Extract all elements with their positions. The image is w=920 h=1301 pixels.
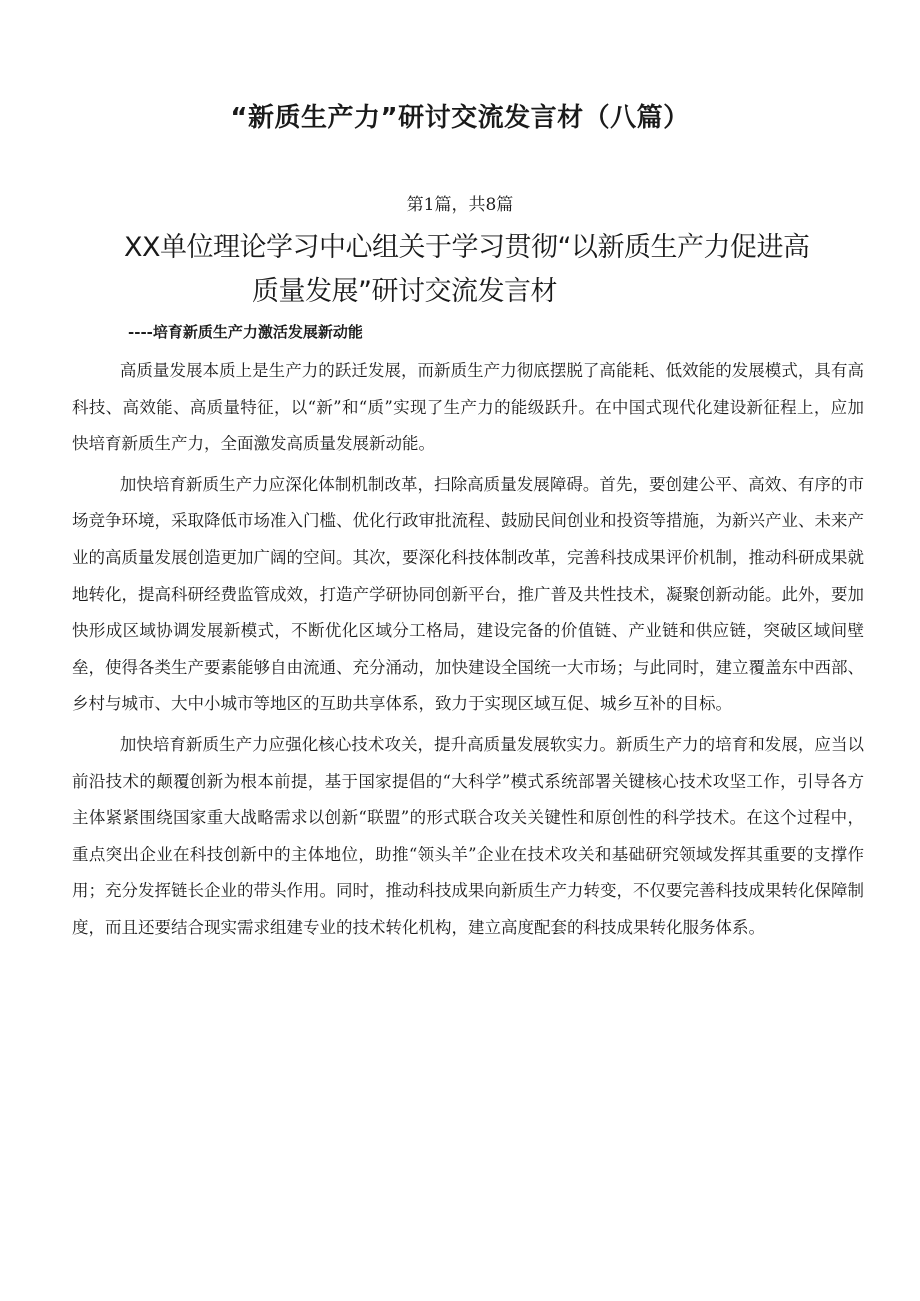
paragraph: 加快培育新质生产力应深化体制机制改革，扫除高质量发展障碍。首先，要创建公平、高效、有序的市场竞争环境，采取降低市场准入门槛、优化行政审批流程、鼓励民间创业和投资等措施，为新兴产业、未来产业的高质量发展创造更加广阔的空间。其次，要深化科技体制改革，完善科技成果评价机制，推动科研成果就地转化，提高科研经费监管成效，打造产学研协同创新平台，推广普及共性技术，凝聚创新动能。此外，要加快形成区域协调发展新模式，不断优化区域分工格局，建设完备的价值链、产业链和供应链，突破区域间壁垒，使得各类生产要素能够自由流通、充分涌动，加快建设全国统一大市场；与此同时，建立覆盖东中西部、乡村与城市、大中小城市等地区的互助共享体系，致力于实现区域互促、城乡互补的目标。 (72, 474, 864, 714)
article-subtitle: ----培育新质生产力激活发展新动能 (128, 323, 363, 341)
part-number: 第1篇，共8篇 (406, 195, 514, 215)
article-title-line-1: XX单位理论学习中心组关于学习贯彻“以新质生产力促进高 (124, 232, 810, 263)
article-body (72, 353, 864, 951)
paragraph: 高质量发展本质上是生产力的跃迁发展，而新质生产力彻底摆脱了高能耗、低效能的发展模式，具有高科技、高效能、高质量特征，以“新”和“质”实现了生产力的能级跃升。在中国式现代化建设新征程上，应加快培育新质生产力，全面激发高质量发展新动能。 (72, 361, 864, 454)
document-title: “新质生产力”研讨交流发言材（八篇） (230, 103, 690, 133)
paragraph: 加快培育新质生产力应强化核心技术攻关，提升高质量发展软实力。新质生产力的培育和发展，应当以前沿技术的颠覆创新为根本前提，基于国家提倡的“大科学”模式系统部署关键核心技术攻坚工作，引导各方主体紧紧围绕国家重大战略需求以创新“联盟”的形式联合攻关关键性和原创性的科学技术。在这个过程中，重点突出企业在科技创新中的主体地位，助推“领头羊”企业在技术攻关和基础研究领域发挥其重要的支撑作用；充分发挥链长企业的带头作用。同时，推动科技成果向新质生产力转变，不仅要完善科技成果转化保障制度，而且还要结合现实需求组建专业的技术转化机构，建立高度配套的科技成果转化服务体系。 (72, 734, 864, 937)
article-title-line-2: 质量发展”研讨交流发言材 (252, 276, 557, 307)
article-title (110, 226, 870, 314)
